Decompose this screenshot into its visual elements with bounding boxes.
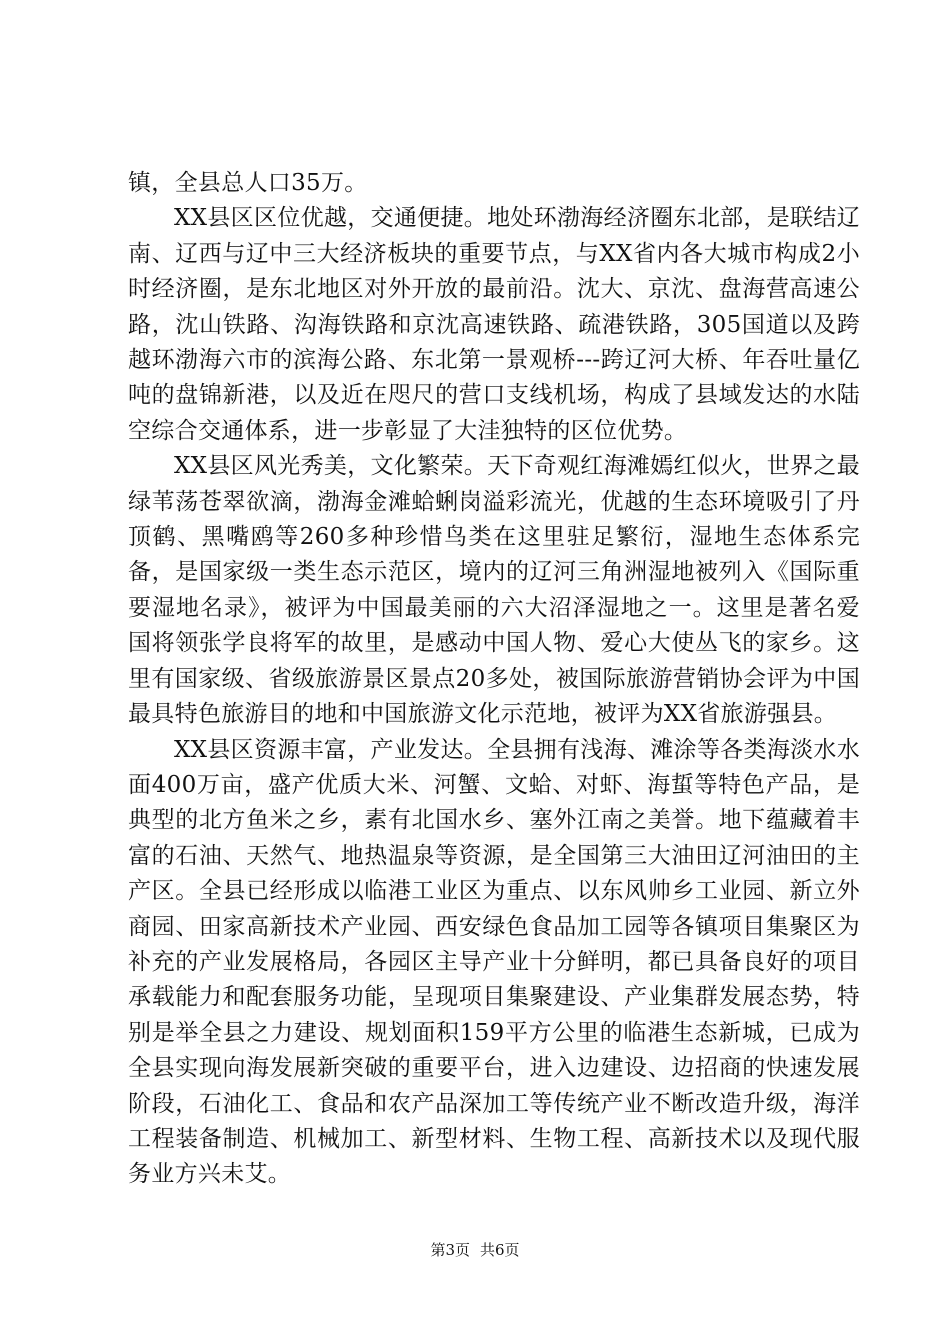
page-total: 共6页 [480, 1241, 520, 1259]
paragraph-scenery: XX县区风光秀美，文化繁荣。天下奇观红海滩嫣红似火，世界之最绿苇荡苍翠欲滴，渤海金滩蛤蜊岗溢彩流光，优越的生态环境吸引了丹顶鹤、黑嘴鸥等260多种珍惜鸟类在这里驻足繁衍，湿地生态体系完备，是国家级一类生态示范区，境内的辽河三角洲湿地被列入《国际重要湿地名录》，被评为中国最美丽的六大沼泽湿地之一。这里是著名爱国将领张学良将军的故里，是感动中国人物、爱心大使丛飞的家乡。这里有国家级、省级旅游景区景点20多处，被国际旅游营销协会评为中国最具特色旅游目的地和中国旅游文化示范地，被评为XX省旅游强县。 [128, 453, 860, 728]
page-footer [0, 1240, 950, 1260]
paragraph-resources: XX县区资源丰富，产业发达。全县拥有浅海、滩涂等各类海淡水水面400万亩，盛产优质大米、河蟹、文蛤、对虾、海蜇等特色产品，是典型的北方鱼米之乡，素有北国水乡、塞外江南之美誉。地下蕴藏着丰富的石油、天然气、地热温泉等资源，是全国第三大油田辽河油田的主产区。全县已经形成以临港工业区为重点、以东风帅乡工业园、新立外商园、田家高新技术产业园、西安绿色食品加工园等各镇项目集聚区为补充的产业发展格局，各园区主导产业十分鲜明，都已具备良好的项目承载能力和配套服务功能，呈现项目集聚建设、产业集群发展态势，特别是举全县之力建设、规划面积159平方公里的临港生态新城，已成为全县实现向海发展新突破的重要平台，进入边建设、边招商的快速发展阶段，石油化工、食品和农产品深加工等传统产业不断改造升级，海洋工程装备制造、机械加工、新型材料、生物工程、高新技术以及现代服务业方兴未艾。 [128, 736, 860, 1188]
paragraph-continued: 镇，全县总人口35万。 [128, 170, 368, 196]
document-body [128, 166, 860, 1193]
page-number: 第3页 [430, 1241, 470, 1259]
paragraph-location: XX县区区位优越，交通便捷。地处环渤海经济圈东北部，是联结辽南、辽西与辽中三大经济板块的重要节点，与XX省内各大城市构成2小时经济圈，是东北地区对外开放的最前沿。沈大、京沈、盘海营高速公路，沈山铁路、沟海铁路和京沈高速铁路、疏港铁路，305国道以及跨越环渤海六市的滨海公路、东北第一景观桥---跨辽河大桥、年吞吐量亿吨的盘锦新港，以及近在咫尺的营口支线机场，构成了县域发达的水陆空综合交通体系，进一步彰显了大洼独特的区位优势。 [128, 205, 860, 444]
